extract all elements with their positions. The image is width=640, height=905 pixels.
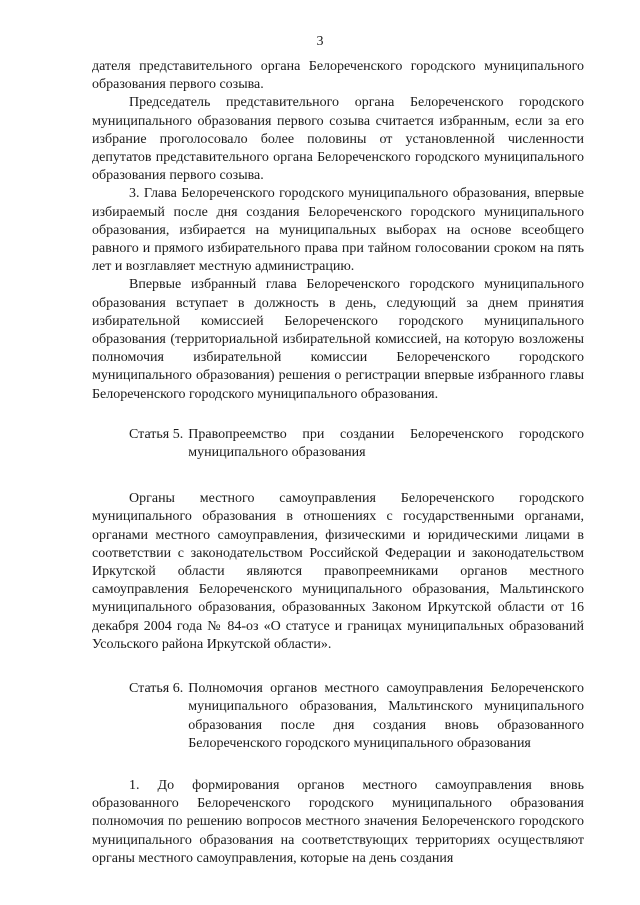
article-number: Статья 5. (129, 426, 184, 442)
paragraph: Органы местного самоуправления Белореченского городского муниципального образования в отношениях с государственными органами, органами местного самоуправления, физическими и юридическими лицами в соответствии с законодательством Российской Федерации и законодательством Иркутской области являются правопреемниками органов местного самоуправления Белореченского муниципального образования, Мальтинского муниципального образования, образованных Законом Иркутской области от 16 декабря 2004 года № 84-оз «О статусе и границах муниципальных образований Усольского района Иркутской области». (92, 491, 584, 652)
paragraph: 1. До формирования органов местного самоуправления вновь образованного Белореченского городского муниципального образования полномочия по решению вопросов местного значения Белореченского городского муниципального образования на соответствующих территориях осуществляют органы местного самоуправления, которые на день создания (92, 777, 584, 866)
page-number: 3 (316, 34, 324, 49)
article-number: Статья 6. (129, 681, 184, 697)
article-5-heading (129, 426, 584, 462)
paragraph: Председатель представительного органа Белореченского городского муниципального образования первого созыва считается избранным, если за его избрание проголосовало более половины от установленной численности депутатов представительного органа Белореченского городского муниципального образования первого созыва. (92, 95, 584, 184)
paragraph: Впервые избранный глава Белореченского городского муниципального образования вступает в должность в день, следующий за днем принятия избирательной комиссией Белореченского городского муниципального образования (территориальной избирательной комиссией, на которую возложены полномочия избирательной комиссии Белореченского городского муниципального образования) решения о регистрации впервые избранного главы Белореченского городского муниципального образования. (92, 277, 584, 402)
article-title: Полномочия органов местного самоуправления Белореченского муниципального образования, Мальтинского муниципального образования после дня создания вновь образованного Белореченского городского муниципального образования (188, 681, 584, 751)
document-body (92, 58, 584, 868)
paragraph: 3. Глава Белореченского городского муниципального образования, впервые избираемый после дня создания Белореченского городского муниципального образования, избирается на муниципальных выборах на основе всеобщего равного и прямого избирательного права при тайном голосовании сроком на пять лет и возглавляет местную администрацию. (92, 186, 584, 275)
article-6-heading (129, 680, 584, 753)
paragraph: дателя представительного органа Белореченского городского муниципального образования первого созыва. (92, 59, 584, 93)
article-title: Правопреемство при создании Белореченского городского муниципального образования (188, 426, 584, 461)
